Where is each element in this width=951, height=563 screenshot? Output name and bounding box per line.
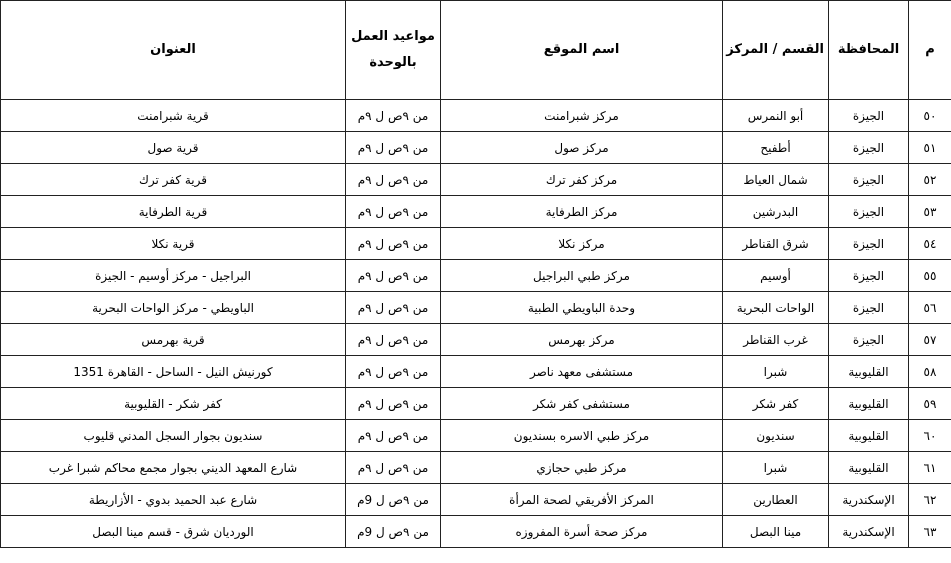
cell-address: البراجيل - مركز أوسيم - الجيزة xyxy=(1,260,346,292)
cell-governorate: الجيزة xyxy=(829,292,909,324)
cell-address: سنديون بجوار السجل المدني قليوب xyxy=(1,420,346,452)
cell-district: شرق القناطر xyxy=(723,228,829,260)
cell-district: غرب القناطر xyxy=(723,324,829,356)
table-row xyxy=(1,228,951,260)
cell-working-hours: من ٩ص ل ٩م xyxy=(346,420,441,452)
table-row xyxy=(1,452,951,484)
cell-site-name: مستشفى كفر شكر xyxy=(441,388,723,420)
cell-number: ٥٧ xyxy=(909,324,951,356)
header-row xyxy=(1,1,951,100)
cell-governorate: الجيزة xyxy=(829,100,909,132)
cell-working-hours: من ٩ص ل ٩م xyxy=(346,260,441,292)
cell-working-hours: من ٩ص ل ٩م xyxy=(346,228,441,260)
table-row xyxy=(1,196,951,228)
cell-number: ٦١ xyxy=(909,452,951,484)
table-row xyxy=(1,420,951,452)
cell-district: شمال العياط xyxy=(723,164,829,196)
cell-number: ٥٢ xyxy=(909,164,951,196)
cell-working-hours: من ٩ص ل ٩م xyxy=(346,388,441,420)
cell-site-name: مركز صحة أسرة المفروزه xyxy=(441,516,723,548)
cell-district: البدرشين xyxy=(723,196,829,228)
header-working-hours: مواعيد العمل بالوحدة xyxy=(346,1,441,100)
cell-working-hours: من ٩ص ل ٩م xyxy=(346,324,441,356)
cell-number: ٥٣ xyxy=(909,196,951,228)
cell-district: مينا البصل xyxy=(723,516,829,548)
cell-address: كورنيش النيل - الساحل - القاهرة 1351 xyxy=(1,356,346,388)
cell-number: ٥٠ xyxy=(909,100,951,132)
table-row xyxy=(1,324,951,356)
cell-district: شبرا xyxy=(723,452,829,484)
cell-governorate: الجيزة xyxy=(829,228,909,260)
cell-number: ٦٣ xyxy=(909,516,951,548)
cell-governorate: الجيزة xyxy=(829,260,909,292)
cell-working-hours: من ٩ص ل ٩م xyxy=(346,100,441,132)
cell-address: كفر شكر - القليوبية xyxy=(1,388,346,420)
cell-working-hours: من ٩ص ل ٩م xyxy=(346,292,441,324)
cell-address: شارع المعهد الديني بجوار مجمع محاكم شبرا غرب xyxy=(1,452,346,484)
cell-number: ٥٨ xyxy=(909,356,951,388)
cell-site-name: مركز طبي الاسره بسنديون xyxy=(441,420,723,452)
cell-site-name: مركز صول xyxy=(441,132,723,164)
table-body xyxy=(1,100,951,548)
cell-working-hours: من ٩ص ل ٩م xyxy=(346,196,441,228)
cell-governorate: القليوبية xyxy=(829,452,909,484)
cell-address: الباويطي - مركز الواحات البحرية xyxy=(1,292,346,324)
cell-governorate: الإسكندرية xyxy=(829,516,909,548)
cell-site-name: مركز طبي حجازي xyxy=(441,452,723,484)
cell-address: قرية الطرفاية xyxy=(1,196,346,228)
table-row xyxy=(1,484,951,516)
cell-address: قرية بهرمس xyxy=(1,324,346,356)
cell-district: كفر شكر xyxy=(723,388,829,420)
header-district: القسم / المركز xyxy=(723,1,829,100)
cell-district: أبو النمرس xyxy=(723,100,829,132)
cell-governorate: القليوبية xyxy=(829,356,909,388)
cell-working-hours: من ٩ص ل ٩م xyxy=(346,356,441,388)
table-header xyxy=(1,1,951,100)
table-row xyxy=(1,516,951,548)
cell-district: أطفيح xyxy=(723,132,829,164)
cell-working-hours: من ٩ص ل ٩م xyxy=(346,164,441,196)
cell-number: ٦٢ xyxy=(909,484,951,516)
cell-site-name: مركز شبرامنت xyxy=(441,100,723,132)
cell-district: سنديون xyxy=(723,420,829,452)
cell-district: العطارين xyxy=(723,484,829,516)
cell-site-name: المركز الأفريقي لصحة المرأة xyxy=(441,484,723,516)
cell-address: الورديان شرق - قسم مينا البصل xyxy=(1,516,346,548)
cell-governorate: القليوبية xyxy=(829,388,909,420)
header-site-name: اسم الموقع xyxy=(441,1,723,100)
cell-governorate: الجيزة xyxy=(829,196,909,228)
cell-address: قرية نكلا xyxy=(1,228,346,260)
table-row xyxy=(1,260,951,292)
cell-governorate: الجيزة xyxy=(829,132,909,164)
cell-number: ٥٤ xyxy=(909,228,951,260)
table-row xyxy=(1,292,951,324)
cell-number: ٥٩ xyxy=(909,388,951,420)
cell-address: قرية كفر ترك xyxy=(1,164,346,196)
cell-site-name: مركز نكلا xyxy=(441,228,723,260)
cell-working-hours: من ٩ص ل 9م xyxy=(346,516,441,548)
table-row xyxy=(1,388,951,420)
table-row xyxy=(1,164,951,196)
cell-number: ٥٦ xyxy=(909,292,951,324)
cell-site-name: مستشفى معهد ناصر xyxy=(441,356,723,388)
cell-site-name: مركز الطرفاية xyxy=(441,196,723,228)
table-row xyxy=(1,356,951,388)
cell-district: أوسيم xyxy=(723,260,829,292)
header-governorate: المحافظة xyxy=(829,1,909,100)
cell-district: شبرا xyxy=(723,356,829,388)
cell-site-name: مركز بهرمس xyxy=(441,324,723,356)
cell-working-hours: من ٩ص ل ٩م xyxy=(346,132,441,164)
cell-number: ٥١ xyxy=(909,132,951,164)
cell-number: ٥٥ xyxy=(909,260,951,292)
table-row xyxy=(1,100,951,132)
cell-working-hours: من ٩ص ل ٩م xyxy=(346,452,441,484)
cell-address: شارع عبد الحميد بدوي - الأزاريطة xyxy=(1,484,346,516)
cell-site-name: وحدة الباويطي الطبية xyxy=(441,292,723,324)
cell-address: قرية شبرامنت xyxy=(1,100,346,132)
cell-governorate: الجيزة xyxy=(829,324,909,356)
table-row xyxy=(1,132,951,164)
cell-address: قرية صول xyxy=(1,132,346,164)
cell-district: الواحات البحرية xyxy=(723,292,829,324)
cell-number: ٦٠ xyxy=(909,420,951,452)
header-address: العنوان xyxy=(1,1,346,100)
header-number: م xyxy=(909,1,951,100)
cell-working-hours: من ٩ص ل 9م xyxy=(346,484,441,516)
cell-site-name: مركز طبي البراجيل xyxy=(441,260,723,292)
cell-site-name: مركز كفر ترك xyxy=(441,164,723,196)
cell-governorate: الجيزة xyxy=(829,164,909,196)
cell-governorate: الإسكندرية xyxy=(829,484,909,516)
cell-governorate: القليوبية xyxy=(829,420,909,452)
